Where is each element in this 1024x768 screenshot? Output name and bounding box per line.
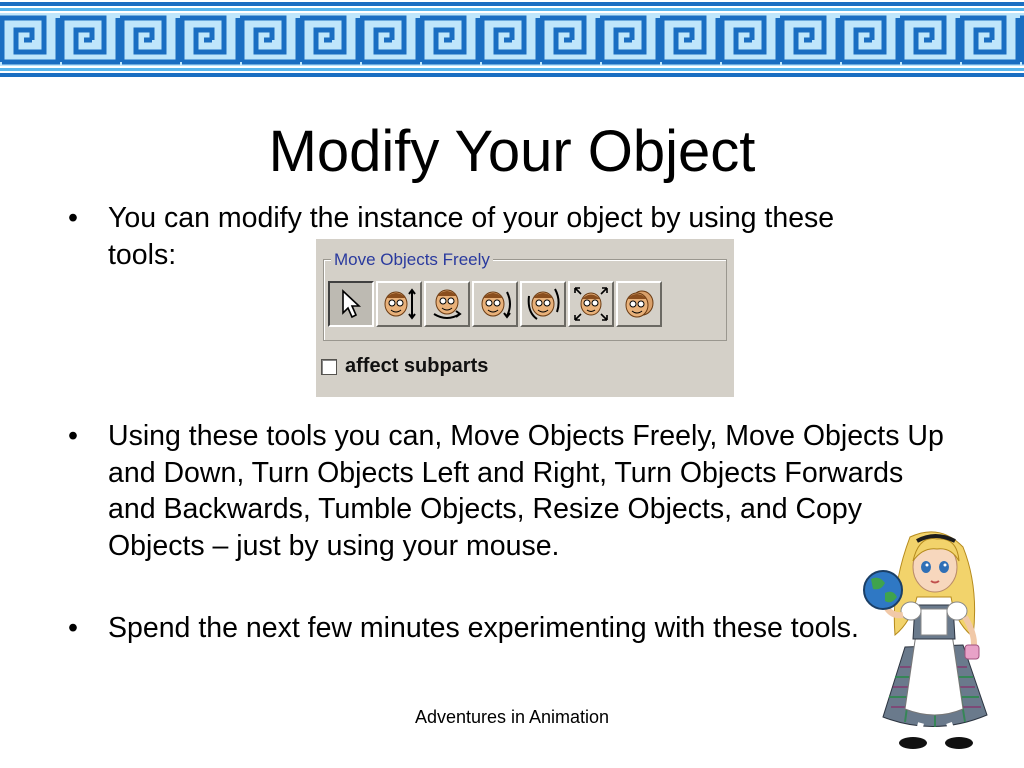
turn-left-right-icon bbox=[429, 286, 465, 322]
copy-tool-button[interactable] bbox=[616, 281, 662, 327]
move-up-down-tool-button[interactable] bbox=[376, 281, 422, 327]
resize-tool-button[interactable] bbox=[568, 281, 614, 327]
turn-forward-backward-icon bbox=[477, 286, 513, 322]
turn-forward-backward-tool-button[interactable] bbox=[472, 281, 518, 327]
tumble-icon bbox=[525, 286, 561, 322]
slide-title: Modify Your Object bbox=[268, 119, 756, 184]
bullet-item bbox=[68, 418, 948, 564]
bullet-text: Using these tools you can, Move Objects Freely, Move Objects Up and Down, Turn Objects Left and Right, Turn Objects Forwards and Backwards, Tumble Objects, Resize Objects, and Copy Objects – just by using your mouse. bbox=[108, 420, 944, 562]
move-freely-tool-button[interactable] bbox=[328, 281, 374, 327]
resize-icon bbox=[573, 286, 609, 322]
arrow-pointer-icon bbox=[337, 289, 365, 319]
bullet-text: You can modify the instance of your object by using these tools: bbox=[108, 202, 835, 271]
move-up-down-icon bbox=[381, 286, 417, 322]
affect-subparts-row bbox=[321, 355, 488, 378]
turn-left-right-tool-button[interactable] bbox=[424, 281, 470, 327]
bullet-text: Spend the next few minutes experimenting with these tools. bbox=[108, 612, 859, 644]
bullet-marker: • bbox=[68, 420, 78, 452]
bullet-marker: • bbox=[68, 612, 78, 644]
bullet-marker: • bbox=[68, 202, 78, 234]
tool-panel bbox=[316, 239, 734, 397]
tumble-tool-button[interactable] bbox=[520, 281, 566, 327]
tool-buttons bbox=[328, 281, 662, 327]
affect-subparts-label: affect subparts bbox=[345, 355, 489, 377]
copy-icon bbox=[621, 286, 657, 322]
greek-key-border bbox=[0, 0, 1024, 80]
alice-character-illustration bbox=[855, 527, 1005, 752]
slide-footer: Adventures in Animation bbox=[414, 707, 610, 727]
affect-subparts-checkbox[interactable] bbox=[321, 359, 337, 375]
bullet-item bbox=[68, 610, 948, 647]
tool-group-legend: Move Objects Freely bbox=[331, 250, 493, 270]
